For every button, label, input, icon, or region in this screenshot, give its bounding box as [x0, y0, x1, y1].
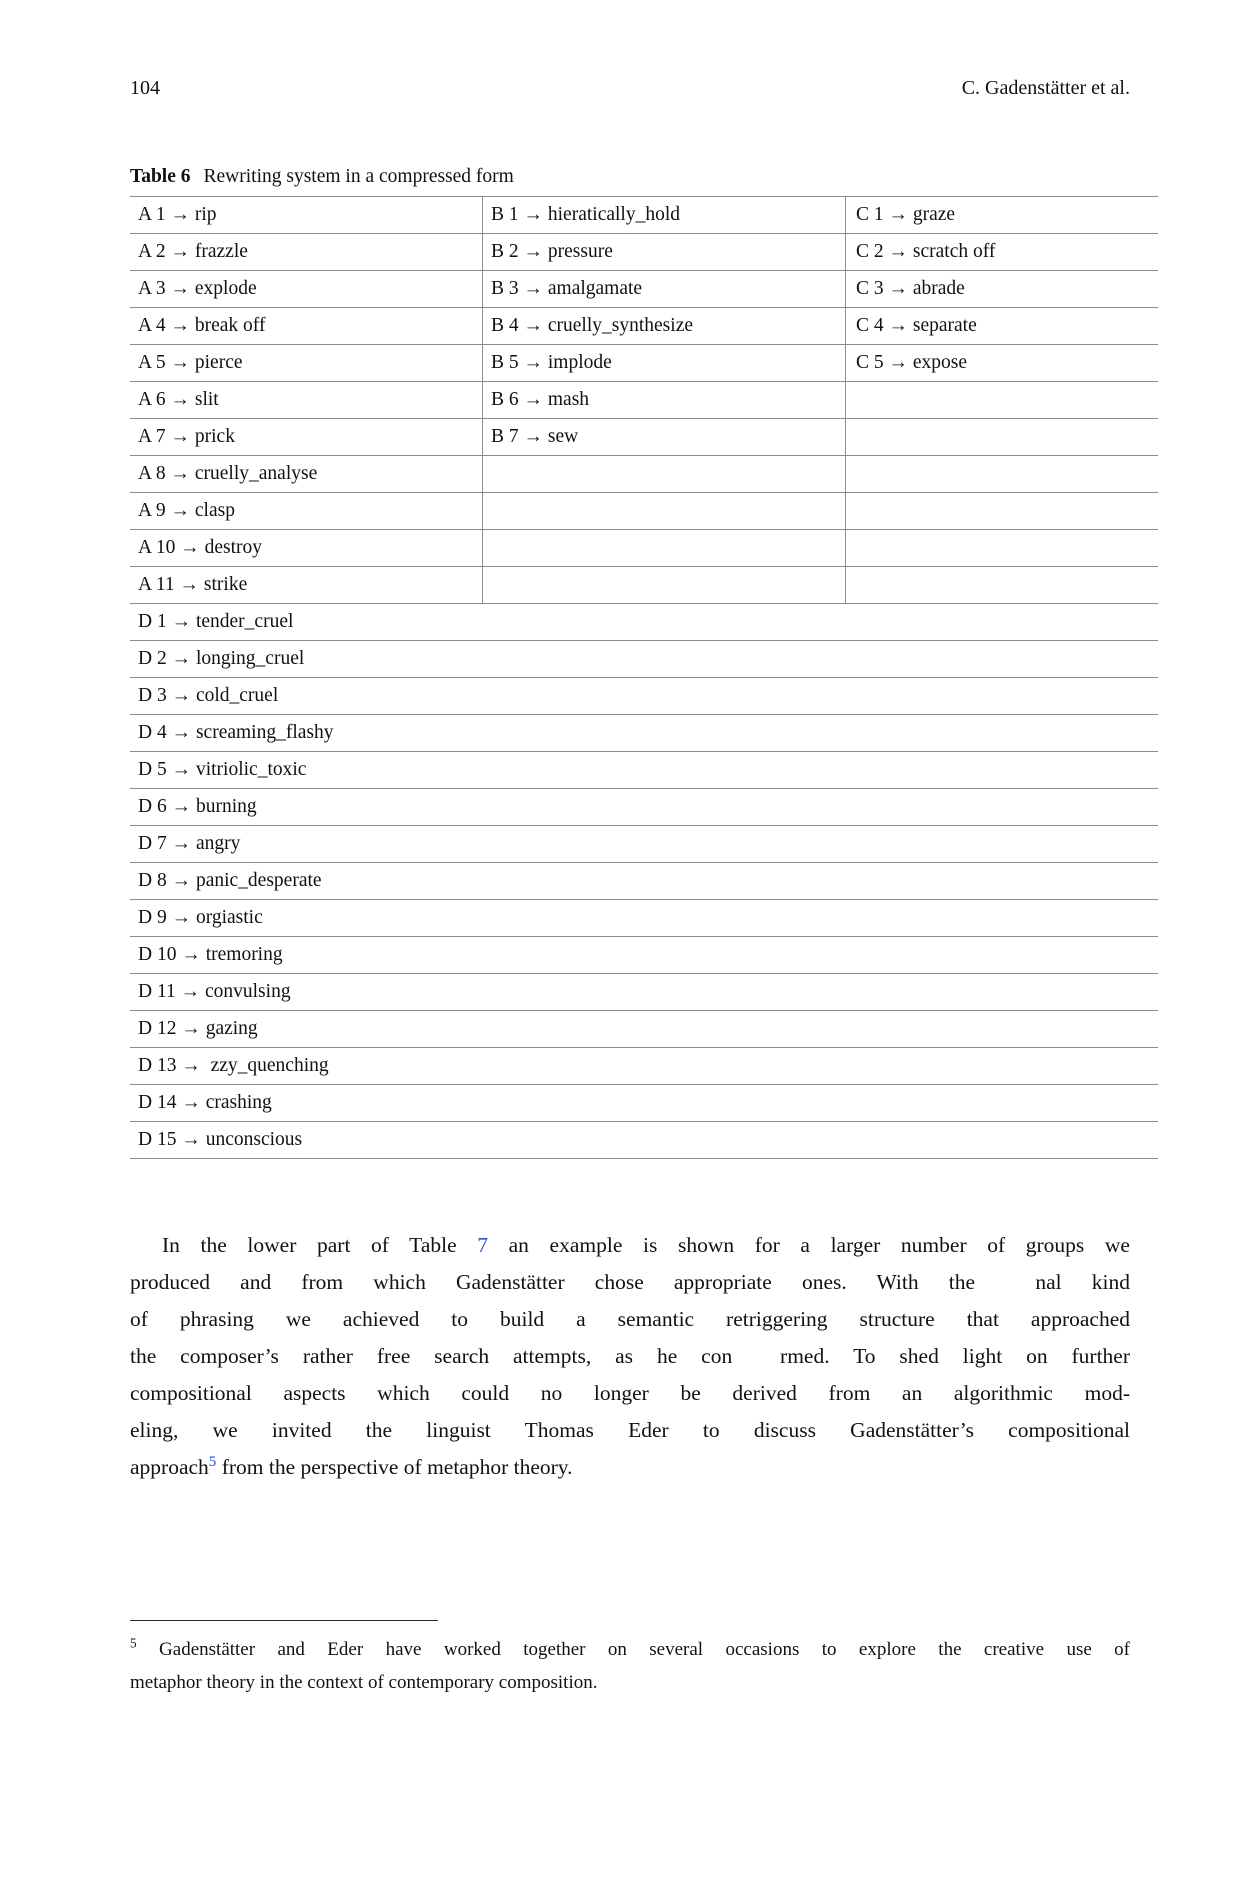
table-row: [130, 1048, 1158, 1085]
rule-cell: C 5 → expose: [846, 345, 1159, 382]
rule-cell: A 3 → explode: [130, 271, 483, 308]
text-line: [130, 1227, 1130, 1264]
rule-cell: A 4 → break off: [130, 308, 483, 345]
table-row: [130, 678, 1158, 715]
text-segment: from the perspective of metaphor theory.: [216, 1455, 573, 1479]
body-paragraph: [130, 1227, 1130, 1486]
rule-cell: D 14 → crashing: [130, 1085, 1158, 1122]
rule-cell: D 6 → burning: [130, 789, 1158, 826]
rule-cell: B 4 → cruelly_synthesize: [483, 308, 846, 345]
rule-cell: A 10 → destroy: [130, 530, 483, 567]
table-row: [130, 456, 1158, 493]
rewriting-table: [130, 196, 1158, 1159]
empty-cell: [483, 567, 846, 604]
table-row: [130, 937, 1158, 974]
table-caption-label: Table 6: [130, 166, 191, 187]
rule-cell: A 6 → slit: [130, 382, 483, 419]
rule-cell: B 6 → mash: [483, 382, 846, 419]
text-line: [130, 1449, 1130, 1486]
rule-cell: D 9 → orgiastic: [130, 900, 1158, 937]
running-head: C. Gadenstätter et al.: [961, 77, 1130, 99]
rule-cell: B 1 → hieratically_hold: [483, 197, 846, 234]
rule-cell: B 2 → pressure: [483, 234, 846, 271]
rule-cell: D 15 → unconscious: [130, 1122, 1158, 1159]
table-row: [130, 530, 1158, 567]
rule-cell: D 13 → zzy_quenching: [130, 1048, 1158, 1085]
rule-cell: A 11 → strike: [130, 567, 483, 604]
footnote-separator: [130, 1620, 438, 1621]
text-segment: approach: [130, 1455, 209, 1479]
rule-cell: B 5 → implode: [483, 345, 846, 382]
table-7-link[interactable]: 7: [477, 1233, 488, 1257]
table-row: [130, 493, 1158, 530]
footnote-marker-5: 5: [130, 1635, 137, 1651]
text-segment: compositional aspects which could no longer be derived from an algorithmic mod-: [130, 1381, 1130, 1405]
table-caption-text: Rewriting system in a compressed form: [203, 166, 514, 187]
table-row: [130, 1011, 1158, 1048]
rule-cell: A 8 → cruelly_analyse: [130, 456, 483, 493]
text-line: [130, 1412, 1130, 1449]
text-segment: metaphor theory in the context of contemporary composition.: [130, 1672, 598, 1693]
table-row: [130, 604, 1158, 641]
rule-cell: D 1 → tender_cruel: [130, 604, 1158, 641]
rule-cell: D 3 → cold_cruel: [130, 678, 1158, 715]
rule-cell: B 7 → sew: [483, 419, 846, 456]
text-line: [130, 1338, 1130, 1375]
empty-cell: [846, 419, 1159, 456]
rule-cell: A 1 → rip: [130, 197, 483, 234]
empty-cell: [846, 567, 1159, 604]
empty-cell: [483, 456, 846, 493]
rule-cell: D 12 → gazing: [130, 1011, 1158, 1048]
text-segment: In the lower part of Table: [162, 1233, 478, 1257]
table-row: [130, 308, 1158, 345]
page-content: [130, 0, 1130, 1699]
empty-cell: [846, 382, 1159, 419]
empty-cell: [483, 530, 846, 567]
rule-cell: D 5 → vitriolic_toxic: [130, 752, 1158, 789]
empty-cell: [846, 456, 1159, 493]
table-row: [130, 234, 1158, 271]
rule-cell: D 10 → tremoring: [130, 937, 1158, 974]
text-line: [130, 1375, 1130, 1412]
text-segment: Gadenstätter and Eder have worked together on several occasions to explore the creative use of: [136, 1639, 1130, 1660]
table-caption: [130, 164, 1130, 190]
rule-cell: D 11 → convulsing: [130, 974, 1158, 1011]
table-row: [130, 863, 1158, 900]
empty-cell: [483, 493, 846, 530]
table-row: [130, 1122, 1158, 1159]
rule-cell: A 2 → frazzle: [130, 234, 483, 271]
text-segment: of phrasing we achieved to build a semantic retriggering structure that approached: [130, 1307, 1130, 1331]
table-row: [130, 271, 1158, 308]
empty-cell: [846, 493, 1159, 530]
rule-cell: C 2 → scratch off: [846, 234, 1159, 271]
rule-cell: B 3 → amalgamate: [483, 271, 846, 308]
rule-cell: C 1 → graze: [846, 197, 1159, 234]
empty-cell: [846, 530, 1159, 567]
table-row: [130, 752, 1158, 789]
text-segment: an example is shown for a larger number of groups we: [488, 1233, 1130, 1257]
running-header: [130, 0, 1130, 100]
text-line: [130, 1633, 1130, 1666]
table-row: [130, 1085, 1158, 1122]
table-row: [130, 419, 1158, 456]
footnote-5-ref[interactable]: 5: [208, 1453, 217, 1470]
text-line: [130, 1301, 1130, 1338]
rule-cell: C 4 → separate: [846, 308, 1159, 345]
table-row: [130, 382, 1158, 419]
text-segment: produced and from which Gadenstätter chose appropriate ones. With the nal kind: [130, 1270, 1130, 1294]
rule-cell: A 7 → prick: [130, 419, 483, 456]
footnote: [130, 1633, 1130, 1699]
table-row: [130, 715, 1158, 752]
table-row: [130, 345, 1158, 382]
rule-cell: A 9 → clasp: [130, 493, 483, 530]
page-number: 104: [130, 77, 160, 99]
rule-cell: D 7 → angry: [130, 826, 1158, 863]
table-row: [130, 567, 1158, 604]
table-row: [130, 789, 1158, 826]
table-row: [130, 641, 1158, 678]
rule-cell: D 2 → longing_cruel: [130, 641, 1158, 678]
table-row: [130, 197, 1158, 234]
text-segment: eling, we invited the linguist Thomas Eder to discuss Gadenstätter’s compositional: [130, 1418, 1130, 1442]
table-row: [130, 826, 1158, 863]
text-line: [130, 1666, 1130, 1699]
table-row: [130, 900, 1158, 937]
text-segment: the composer’s rather free search attempts, as he con rmed. To shed light on further: [130, 1344, 1130, 1368]
rule-cell: C 3 → abrade: [846, 271, 1159, 308]
text-line: [130, 1264, 1130, 1301]
rule-cell: D 4 → screaming_flashy: [130, 715, 1158, 752]
table-row: [130, 974, 1158, 1011]
rewriting-table-body: [130, 197, 1158, 1159]
rule-cell: A 5 → pierce: [130, 345, 483, 382]
rule-cell: D 8 → panic_desperate: [130, 863, 1158, 900]
